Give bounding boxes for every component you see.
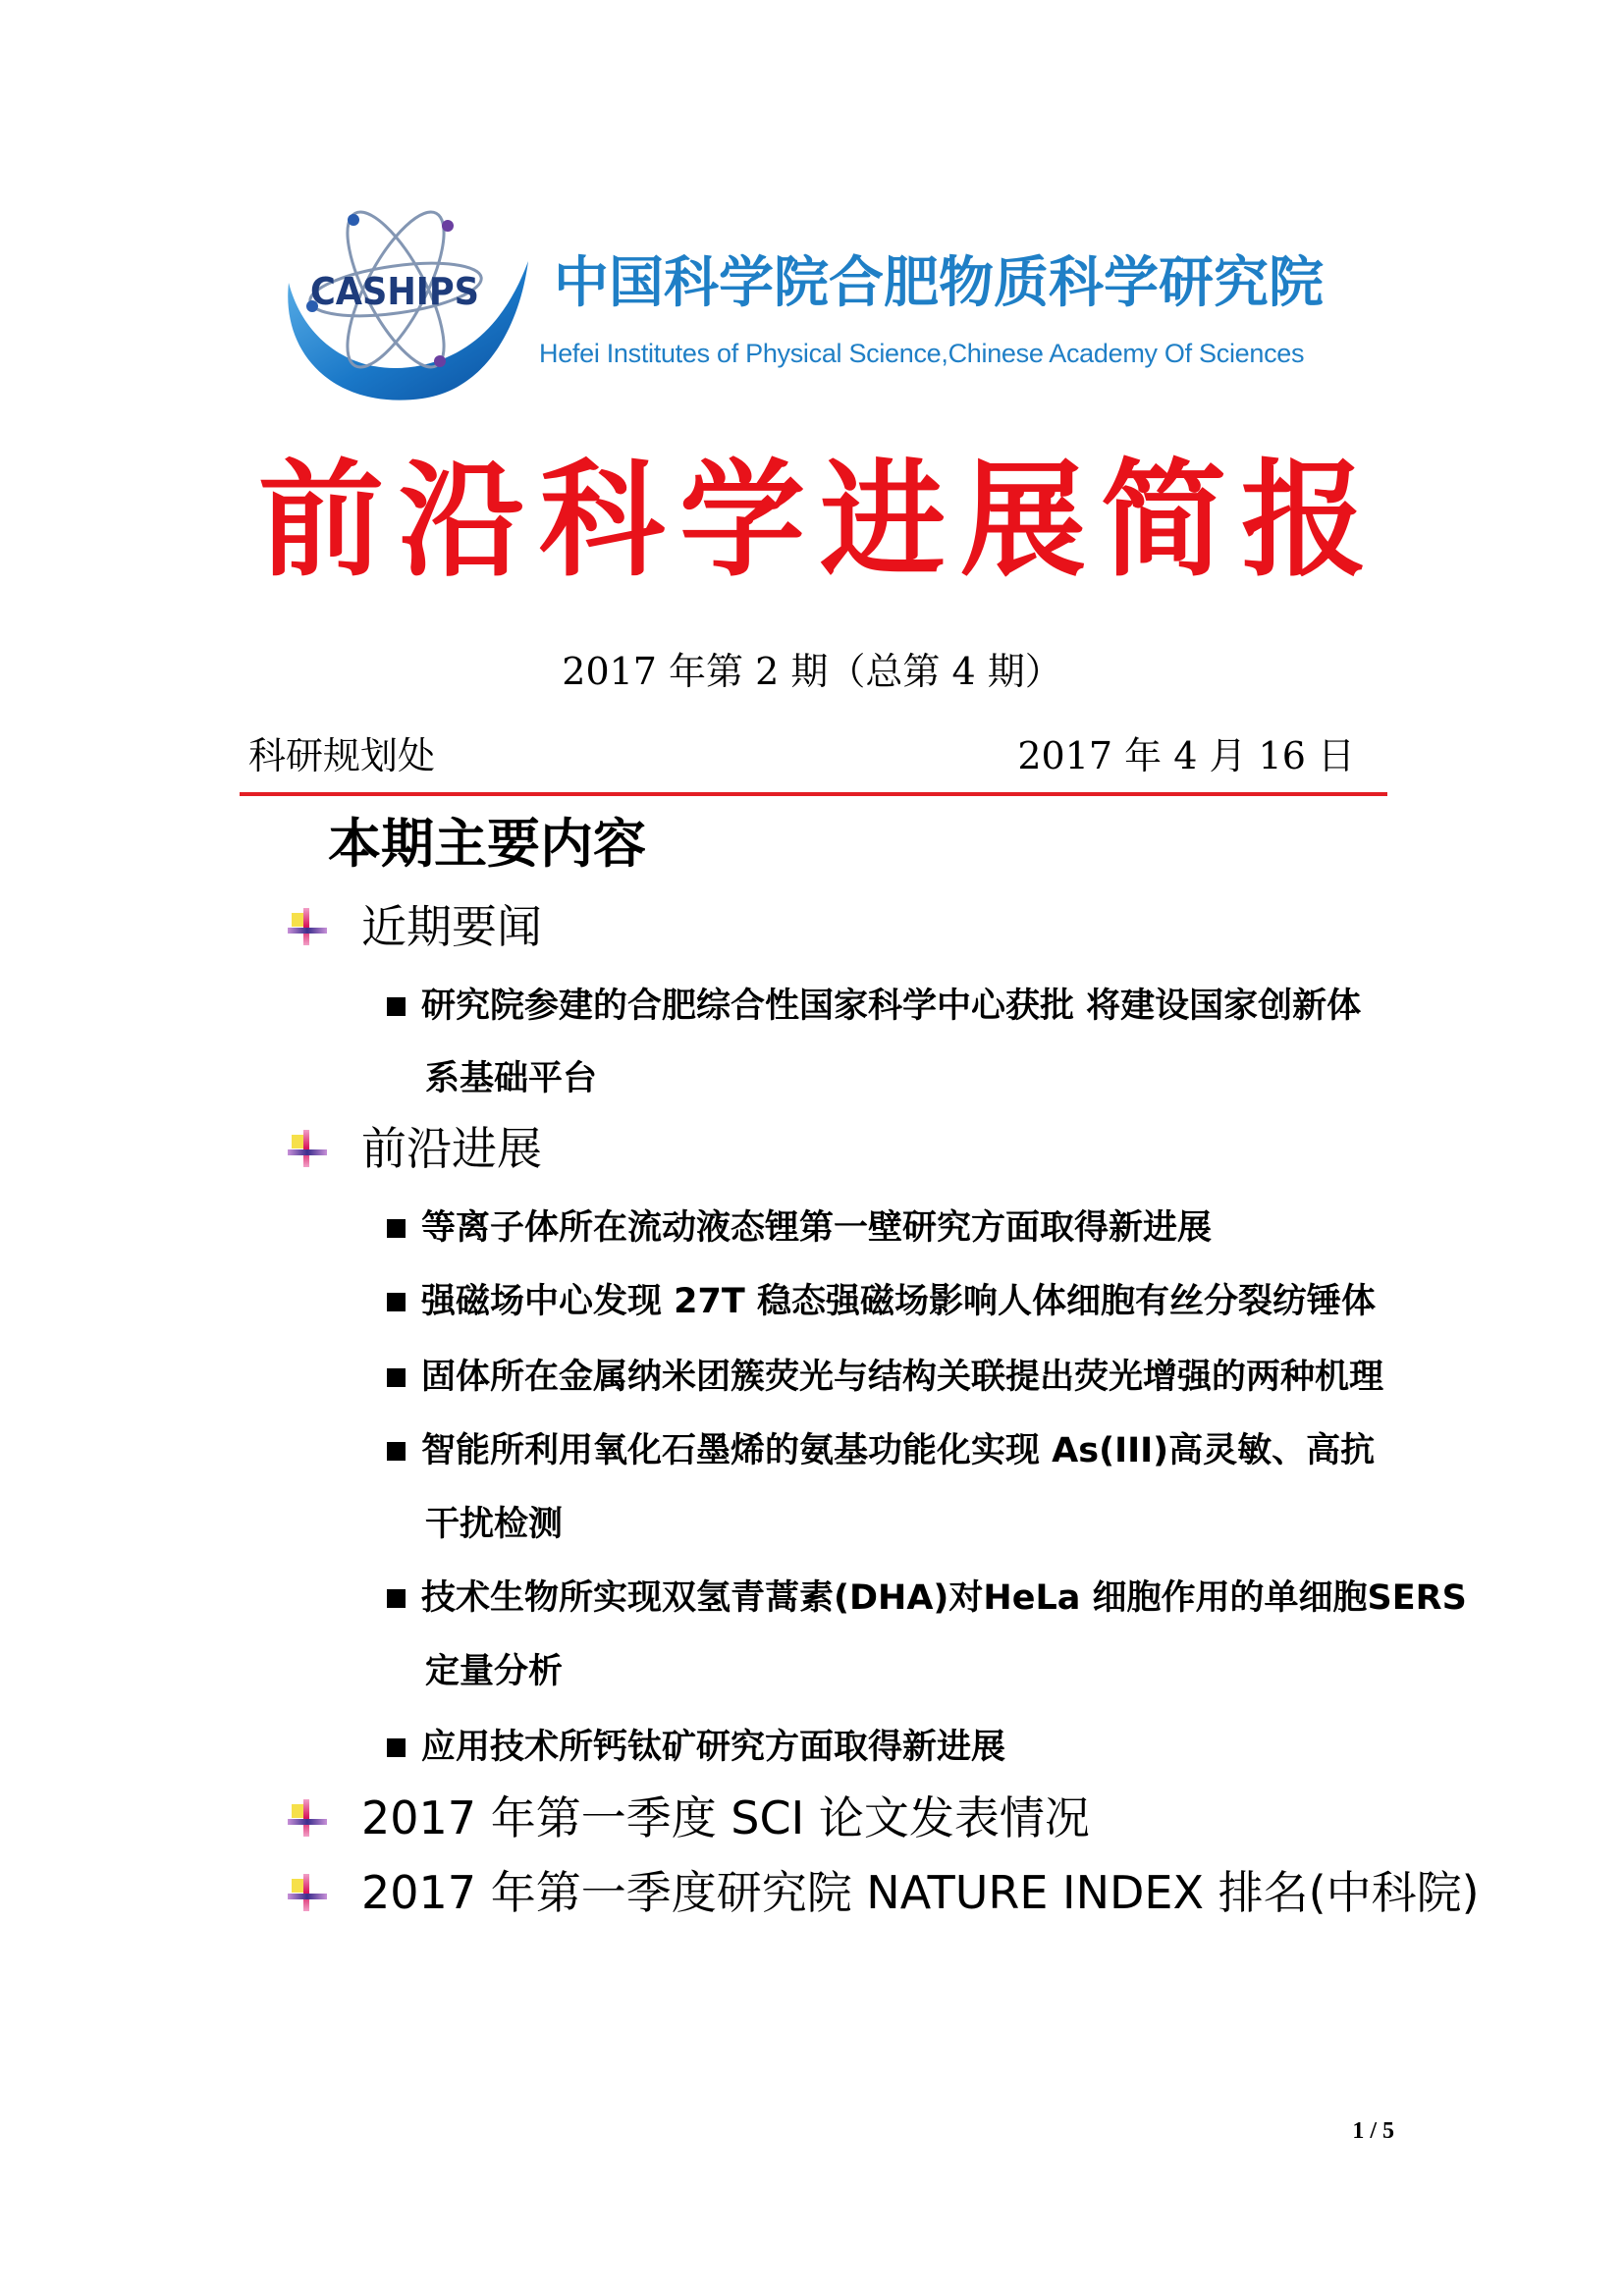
square-bullet-icon	[387, 1293, 406, 1311]
caships-logo	[275, 196, 530, 412]
item-text: 技术生物所实现双氢青蒿素(DHA)对HeLa 细胞作用的单细胞SERS	[421, 1578, 1467, 1618]
square-bullet-icon	[387, 1738, 406, 1757]
item-text: 等离子体所在流动液态锂第一壁研究方面取得新进展	[421, 1208, 1213, 1248]
item-text-continued: 定量分析	[425, 1652, 564, 1691]
item-text-continued: 干扰检测	[425, 1505, 564, 1544]
bulletin-title: 前沿科学进展简报	[258, 447, 1382, 594]
list-item	[387, 1561, 1467, 1635]
page-number: 1 / 5	[1352, 2118, 1394, 2144]
list-item	[387, 1710, 1005, 1785]
red-divider	[240, 792, 1387, 796]
bullet-cross-icon	[288, 1799, 327, 1837]
bullet-cross-icon	[288, 1874, 327, 1911]
list-item	[387, 969, 1361, 1043]
square-bullet-icon	[387, 1368, 406, 1387]
bullet-cross-icon	[288, 908, 327, 945]
section-title: 近期要闻	[361, 900, 542, 953]
section-title: 前沿进展	[361, 1122, 542, 1175]
toc-section	[288, 1781, 1090, 1855]
publish-date: 2017 年 4 月 16 日	[1017, 734, 1355, 777]
section-title: 2017 年第一季度 SCI 论文发表情况	[361, 1791, 1090, 1844]
item-text: 研究院参建的合肥综合性国家科学中心获批 将建设国家创新体	[421, 987, 1362, 1026]
item-text: 应用技术所钙钛矿研究方面取得新进展	[421, 1728, 1006, 1767]
toc-heading: 本期主要内容	[328, 813, 646, 875]
logo-text: CASHIPS	[310, 270, 479, 313]
department: 科研规划处	[248, 734, 436, 777]
square-bullet-icon	[387, 1442, 406, 1461]
electron-dot	[442, 220, 454, 232]
list-item	[387, 1340, 1383, 1415]
item-text-continued: 系基础平台	[425, 1059, 598, 1098]
issue-number: 2017 年第 2 期（总第 4 期）	[562, 650, 1062, 693]
list-item	[387, 1414, 1375, 1488]
institute-name-en: Hefei Institutes of Physical Science,Chinese Academy Of Sciences	[539, 339, 1305, 368]
electron-dot	[434, 355, 446, 367]
item-text: 强磁场中心发现 27T 稳态强磁场影响人体细胞有丝分裂纺锤体	[421, 1282, 1376, 1321]
list-item	[387, 1264, 1376, 1339]
institute-name-cn: 中国科学院合肥物质科学研究院	[554, 251, 1324, 315]
square-bullet-icon	[387, 1589, 406, 1608]
section-title: 2017 年第一季度研究院 NATURE INDEX 排名(中科院)	[361, 1866, 1480, 1919]
toc-section	[288, 889, 542, 964]
item-text: 智能所利用氧化石墨烯的氨基功能化实现 As(III)高灵敏、高抗	[421, 1431, 1376, 1470]
item-text: 固体所在金属纳米团簇荧光与结构关联提出荧光增强的两种机理	[421, 1358, 1384, 1397]
toc-section	[288, 1855, 1480, 1930]
square-bullet-icon	[387, 1219, 406, 1238]
square-bullet-icon	[387, 997, 406, 1016]
electron-dot	[348, 214, 359, 226]
toc-section	[288, 1111, 542, 1186]
list-item	[387, 1191, 1212, 1265]
bullet-cross-icon	[288, 1130, 327, 1167]
